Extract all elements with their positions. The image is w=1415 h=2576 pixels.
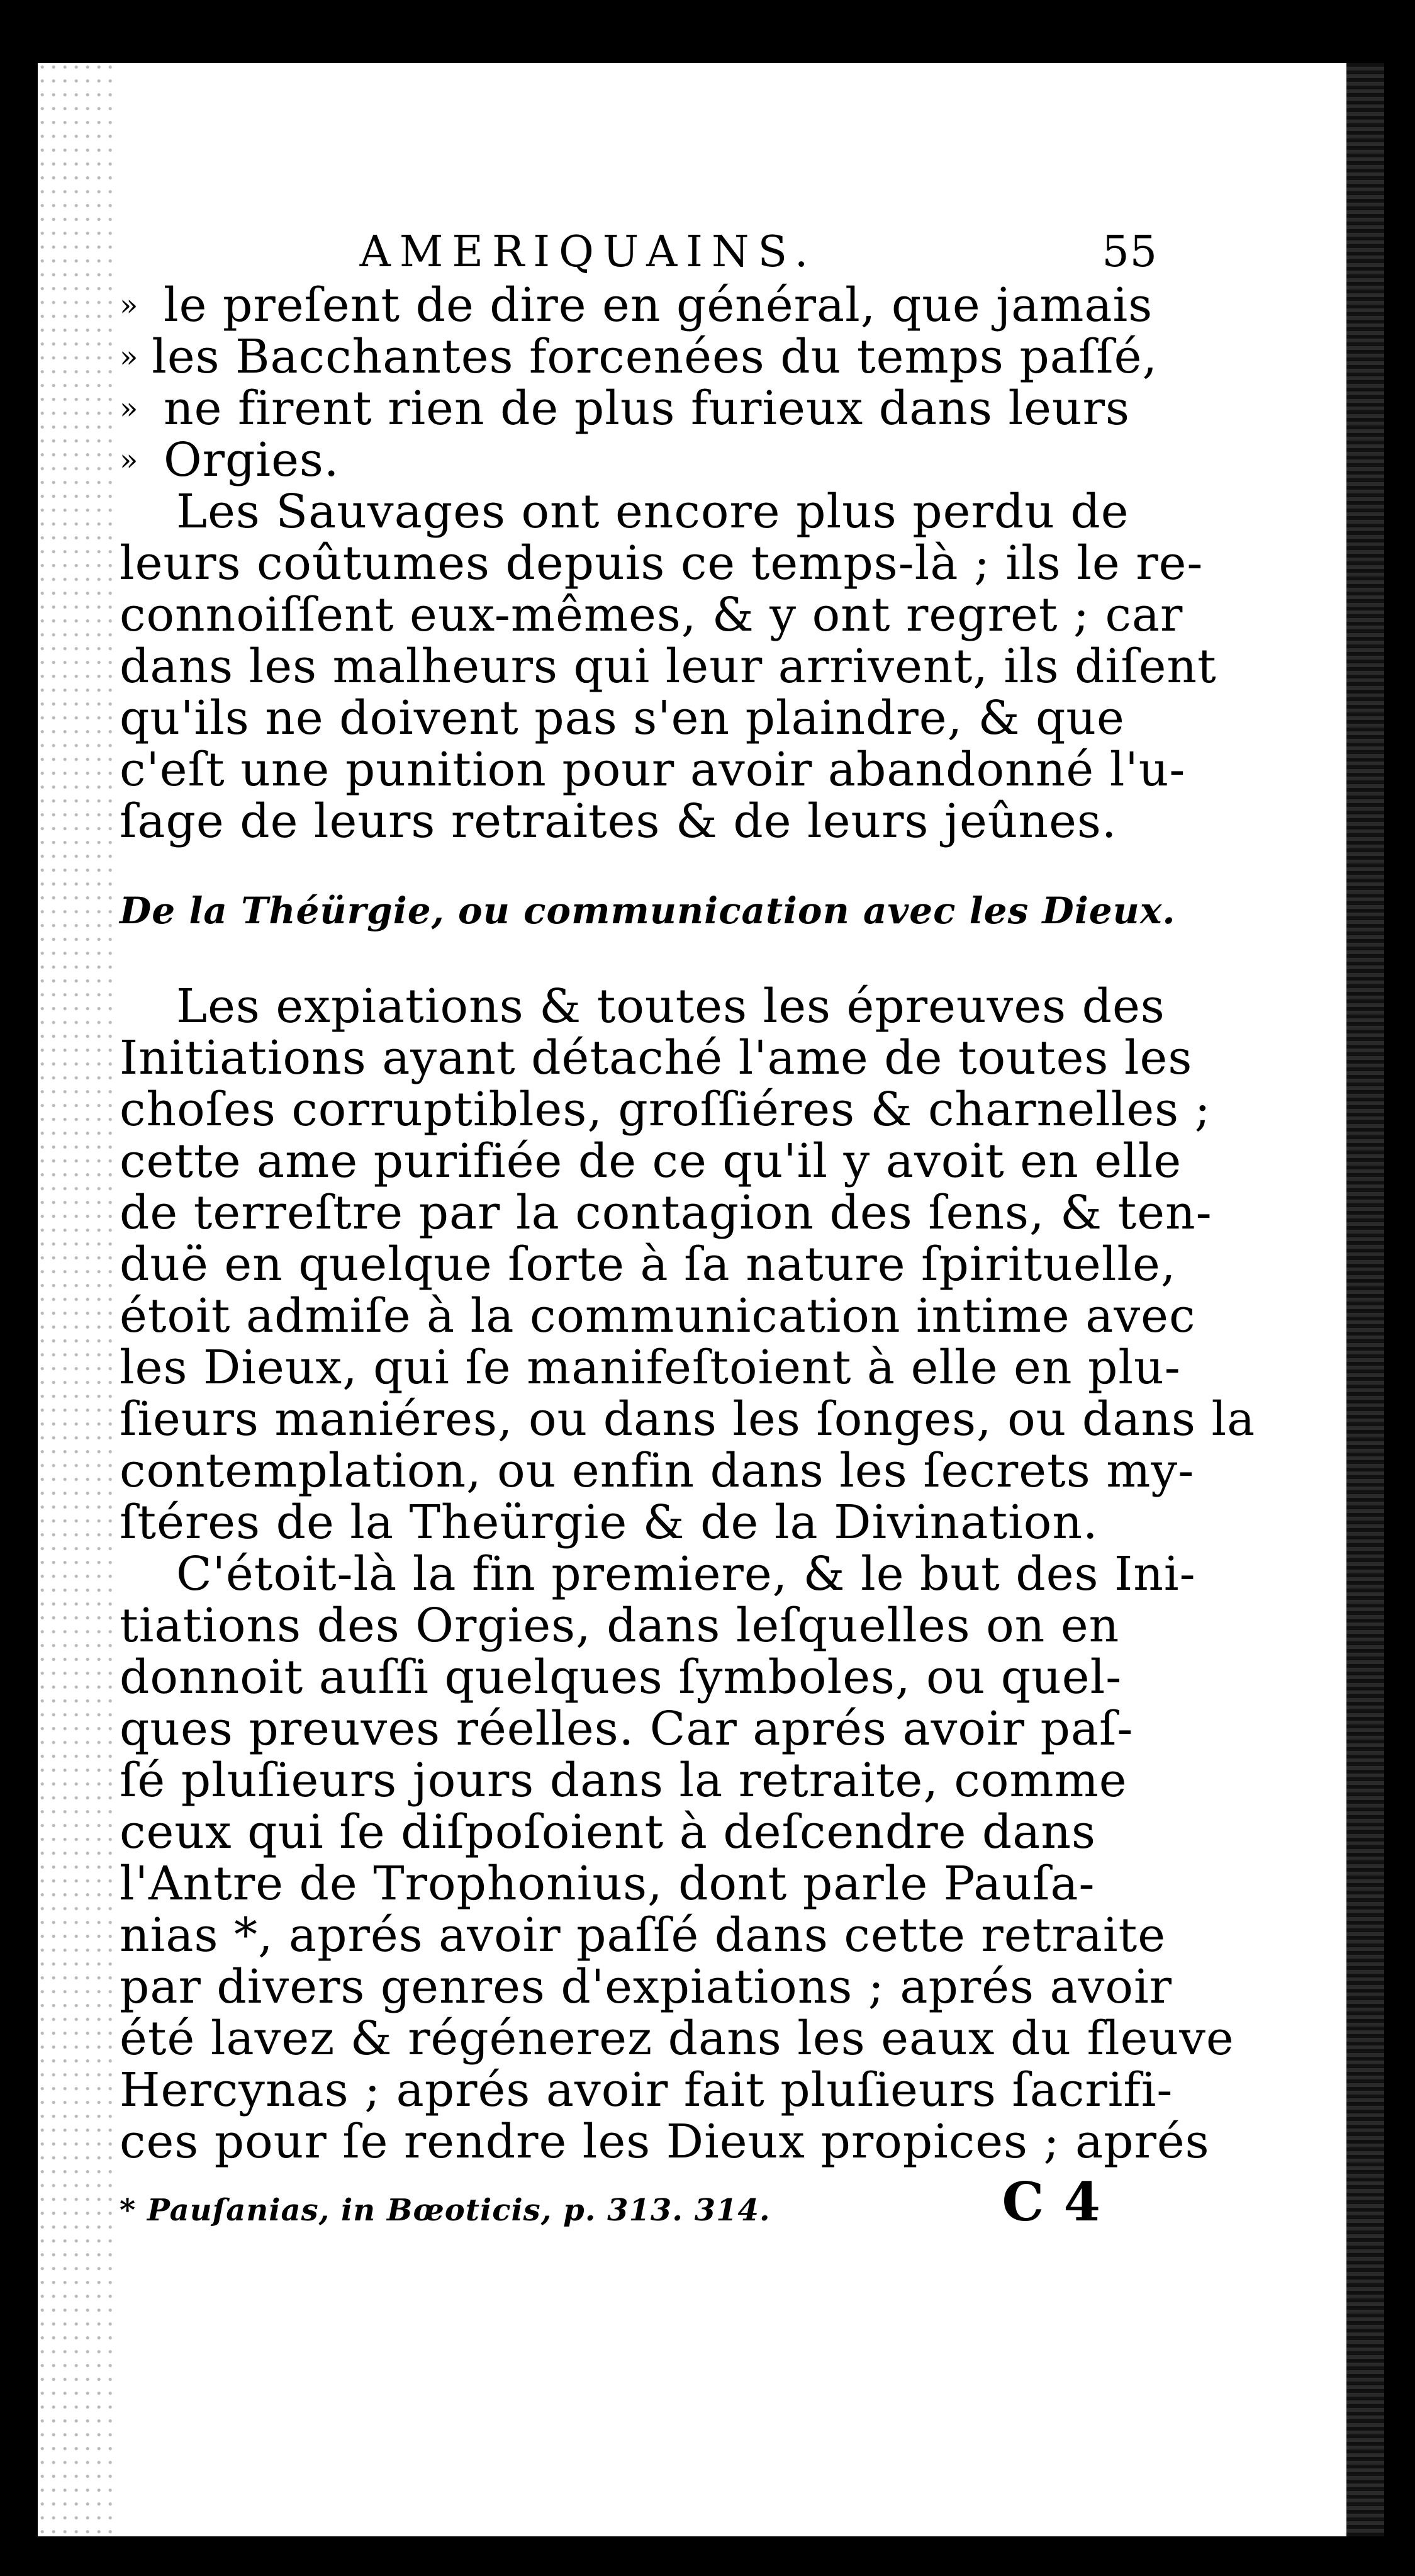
quote-mark: » [120,442,139,478]
text-line: ſage de leurs retraites & de leurs jeûnes. [120,794,1117,848]
paragraph-1 [120,485,1217,848]
text-line: l'Antre de Trophonius, dont parle Pauſa- [120,1857,1095,1911]
page-edge [1346,63,1384,2536]
quoted-line: » les Bacchantes forcenées du temps paſſé, [120,330,1158,384]
text-line: duë en quelque ſorte à ſa nature ſpirituelle, [120,1237,1177,1291]
text-line: donnoit auſſi quelques ſymboles, ou quel- [120,1650,1122,1704]
book-page [38,63,1384,2536]
text-line: Les expiations & toutes les épreuves des [176,979,1165,1033]
text-line: ces pour ſe rendre les Dieux propices ; aprés [120,2115,1210,2169]
text-line: ſieurs maniéres, ou dans les ſonges, ou dans la [120,1392,1256,1446]
text-line: de terreſtre par la contagion des ſens, & ten- [120,1186,1212,1240]
text-line: qu'ils ne doivent pas s'en plaindre, & que [120,691,1125,745]
text-line: nias *, aprés avoir paſſé dans cette retraite [120,1908,1166,1962]
text-line: ceux qui ſe diſpoſoient à deſcendre dans [120,1805,1097,1859]
text-line: Initiations ayant détaché l'ame de toutes les [120,1031,1193,1085]
paragraph-2 [120,979,1256,1550]
quote-mark: » [120,288,139,323]
text-line: C'étoit-là la fin premiere, & le but des Ini- [176,1547,1196,1601]
page-gutter-shadow [38,63,113,2536]
quote-mark: » [120,339,139,374]
text-line: Hercynas ; aprés avoir fait pluſieurs ſacrifi- [120,2063,1173,2117]
text-line: étoit admiſe à la communication intime avec [120,1289,1196,1343]
quote-mark: » [120,391,139,426]
quoted-line: » Orgies. [120,433,340,487]
text-line: ſtéres de la Theürgie & de la Divination. [120,1495,1099,1550]
footnote: * Pauſanias, in Bœoticis, p. 313. 314. [120,2193,771,2228]
footnote-row [120,2171,1158,2236]
text-line: les Dieux, qui ſe manifeſtoient à elle en plu- [120,1341,1181,1395]
text-line: cette ame purifiée de ce qu'il y avoit en elle [120,1134,1182,1188]
text-line: ſé pluſieurs jours dans la retraite, comme [120,1753,1127,1808]
paragraph-3 [120,1547,1234,2169]
text-line: connoiſſent eux-mêmes, & y ont regret ; car [120,588,1183,642]
quoted-line: » le preſent de dire en général, que jamais [120,278,1153,332]
quoted-block [120,279,1158,486]
text-line: contemplation, ou enfin dans les ſecrets my- [120,1444,1195,1498]
text-line: c'eſt une punition pour avoir abandonné l'u- [120,743,1186,797]
section-heading: De la Théürgie, ou communication avec les Dieux. [120,889,1176,932]
text-line: dans les malheurs qui leur arrivent, ils diſent [120,639,1217,694]
page-number: 55 [1102,227,1158,277]
page-header [120,227,1158,278]
text-line: leurs coûtumes depuis ce temps-là ; ils le re- [120,536,1204,590]
page-text [120,227,1256,2236]
signature-mark: C 4 [1002,2171,1101,2233]
text-line: choſes corruptibles, groſſiéres & charnelles ; [120,1083,1211,1137]
text-line: tiations des Orgies, dans leſquelles on en [120,1599,1120,1653]
text-line: Les Sauvages ont encore plus perdu de [176,485,1129,539]
text-line: par divers genres d'expiations ; aprés avoir [120,1960,1173,2014]
text-line: ques preuves réelles. Car aprés avoir paſ- [120,1702,1134,1756]
running-head: AMERIQUAINS. [359,227,817,277]
quoted-line: » ne firent rien de plus furieux dans leurs [120,381,1130,436]
text-line: été lavez & régénerez dans les eaux du fleuve [120,2011,1234,2066]
